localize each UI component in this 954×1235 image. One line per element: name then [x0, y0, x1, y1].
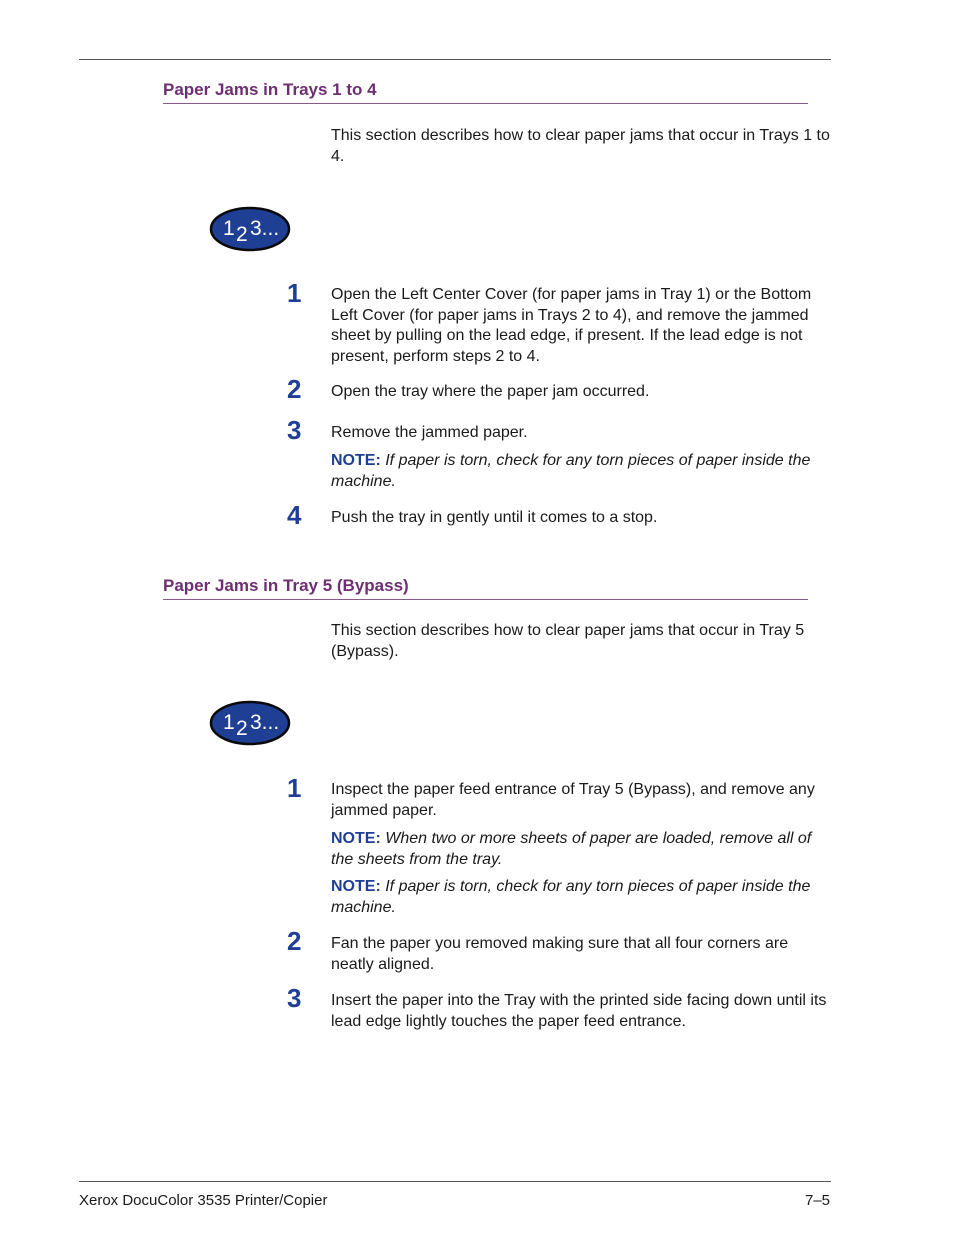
step-number: 2: [287, 926, 302, 956]
step-text: Remove the jammed paper.: [331, 424, 528, 441]
section-title-trays-1-4: Paper Jams in Trays 1 to 4: [163, 80, 808, 104]
step-number: 1: [287, 773, 302, 803]
badge-digit-2: 2: [236, 717, 248, 740]
step-text: Open the Left Center Cover (for paper jams in Tray 1) or the Bottom Left Cover (for paper jams in Trays 2 to 4), and remove the jammed sheet by pulling on the lead edge, if present. If the lead edge is not present, perform steps 2 to 4.: [331, 286, 812, 365]
step-text: Push the tray in gently until it comes to a stop.: [331, 509, 658, 526]
step-number: 3: [287, 415, 302, 445]
page-number: 7–5: [805, 1192, 831, 1209]
header-rule: [79, 59, 831, 60]
footer-product-name: Xerox DocuColor 3535 Printer/Copier: [79, 1192, 328, 1209]
note: [331, 829, 831, 870]
step-text: Inspect the paper feed entrance of Tray 5 (Bypass), and remove any jammed paper.: [331, 781, 815, 819]
note-label: NOTE:: [331, 878, 381, 895]
numbered-steps-icon: [209, 206, 291, 252]
section1-intro: This section describes how to clear paper jams that occur in Trays 1 to 4.: [331, 127, 830, 165]
step-text: Insert the paper into the Tray with the printed side facing down until its lead edge lightly touches the paper feed entrance.: [331, 992, 827, 1030]
note-label: NOTE:: [331, 830, 381, 847]
section2-intro: This section describes how to clear paper jams that occur in Tray 5 (Bypass).: [331, 622, 805, 660]
badge-digit-1: 1: [223, 711, 235, 734]
step-number: 4: [287, 500, 302, 530]
badge-digit-1: 1: [223, 217, 235, 240]
footer-rule: [79, 1181, 831, 1182]
note: [331, 877, 831, 918]
note-label: NOTE:: [331, 452, 381, 469]
numbered-steps-icon: [209, 700, 291, 746]
step-number: 2: [287, 374, 302, 404]
step-text: Fan the paper you removed making sure that all four corners are neatly aligned.: [331, 935, 789, 973]
note-text: When two or more sheets of paper are loaded, remove all of the sheets from the tray.: [331, 830, 812, 868]
step-number: 1: [287, 278, 302, 308]
note: [331, 451, 831, 492]
badge-digit-3: 3...: [250, 217, 280, 240]
section-title-tray-5-bypass: Paper Jams in Tray 5 (Bypass): [163, 576, 808, 600]
step-text: Open the tray where the paper jam occurred.: [331, 383, 650, 400]
badge-digit-3: 3...: [250, 711, 280, 734]
step-number: 3: [287, 983, 302, 1013]
note-text: If paper is torn, check for any torn pieces of paper inside the machine.: [331, 878, 811, 916]
badge-digit-2: 2: [236, 223, 248, 246]
note-text: If paper is torn, check for any torn pieces of paper inside the machine.: [331, 452, 811, 490]
